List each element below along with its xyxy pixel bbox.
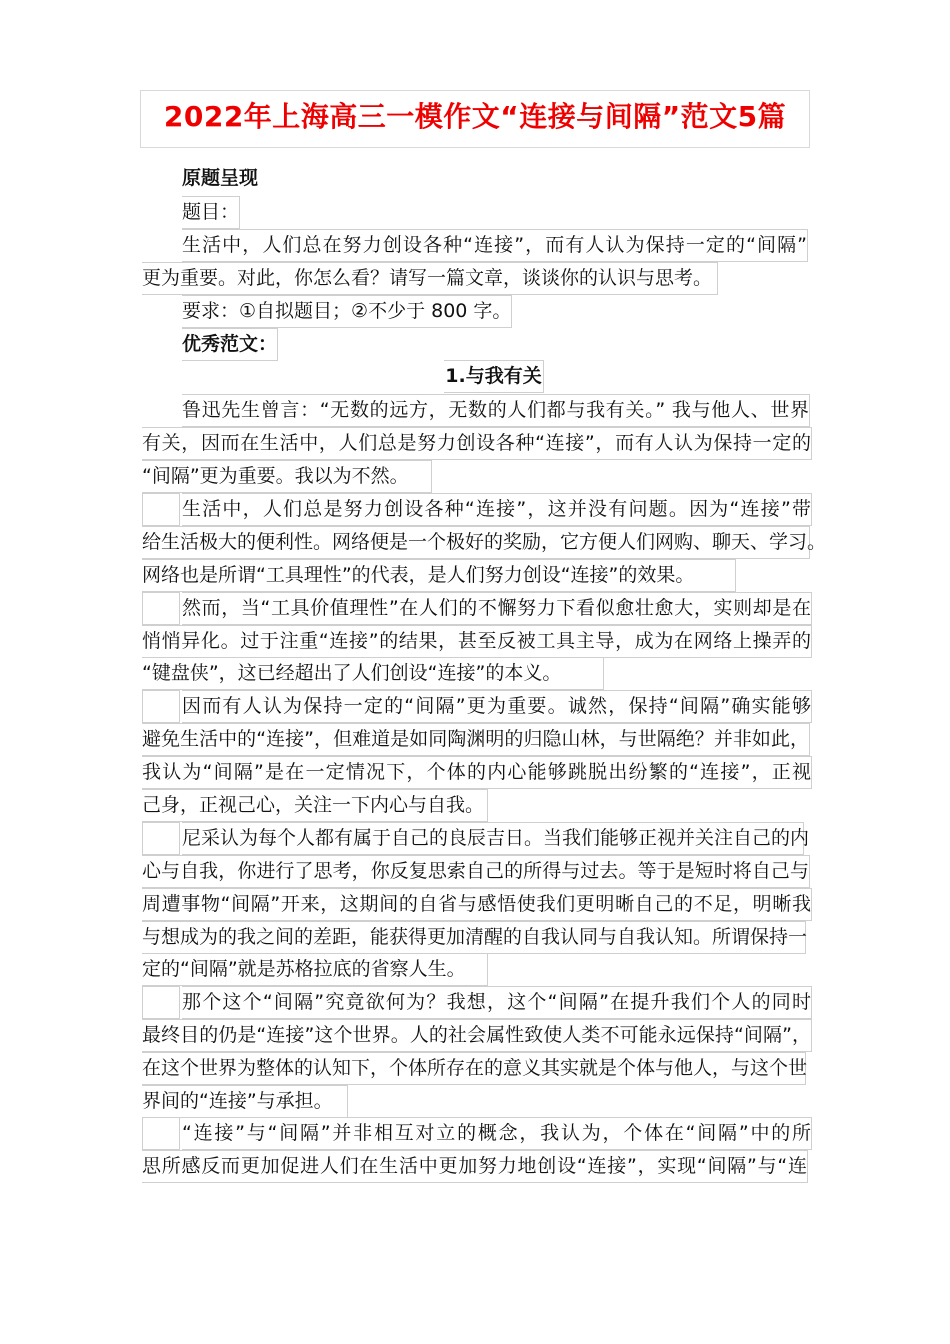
original-heading: 原题呈现 — [182, 167, 259, 189]
indent-marker — [142, 1117, 180, 1150]
indent-marker — [142, 592, 180, 625]
essay-line: 己身，正视己心，关注一下内心与自我。 — [142, 789, 488, 822]
prompt-line-1: 生活中，人们总在努力创设各种“连接”，而有人认为保持一定的“间隔” — [182, 229, 808, 262]
essay-line: 鲁迅先生曾言：“无数的远方，无数的人们都与我有关。” 我与他人、世界 — [182, 394, 810, 427]
indent-marker — [142, 690, 180, 723]
essay-line: 然而，当“工具价值理性”在人们的不懈努力下看似愈壮愈大，实则却是在 — [182, 592, 812, 625]
essay-line: 给生活极大的便利性。网络便是一个极好的奖励，它方便人们网购、聊天、学习。 — [142, 526, 810, 559]
document-title-text: 2022年上海高三一模作文“连接与间隔”范文5篇 — [163, 100, 787, 133]
indent-marker — [142, 986, 180, 1019]
essay-line: 网络也是所谓“工具理性”的代表，是人们努力创设“连接”的效果。 — [142, 559, 736, 592]
essay-line: 那个这个“间隔”究竟欲何为？我想，这个“间隔”在提升我们个人的同时 — [182, 986, 812, 1019]
requirements-line: 要求：①自拟题目；②不少于 800 字。 — [182, 295, 512, 328]
essay-line: 定的“间隔”就是苏格拉底的省察人生。 — [142, 953, 488, 986]
essay-line: 悄悄异化。过于注重“连接”的结果，甚至反被工具主导，成为在网络上操弄的 — [142, 625, 812, 658]
essay-line: “连接”与“间隔”并非相互对立的概念，我认为，个体在“间隔”中的所 — [182, 1117, 812, 1150]
essay-line: 最终目的仍是“连接”这个世界。人的社会属性致使人类不可能永远保持“间隔”， — [142, 1019, 812, 1052]
essay-line: 尼采认为每个人都有属于自己的良辰吉日。当我们能够正视并关注自己的内 — [182, 822, 804, 855]
essay-line: 界间的“连接”与承担。 — [142, 1085, 348, 1118]
essay-title: 1.与我有关 — [444, 360, 544, 393]
document-title — [140, 90, 810, 148]
essay-line: “键盘侠”，这已经超出了人们创设“连接”的本义。 — [142, 657, 604, 690]
indent-marker — [142, 493, 180, 526]
essay-line: 生活中，人们总是努力创设各种“连接”，这并没有问题。因为“连接”带 — [182, 493, 812, 526]
topic-label: 题目： — [182, 196, 240, 229]
excellent-heading: 优秀范文： — [182, 328, 278, 361]
essay-line: 在这个世界为整体的认知下，个体所存在的意义其实就是个体与他人，与这个世 — [142, 1052, 806, 1085]
essay-line: 心与自我，你进行了思考，你反复思索自己的所得与过去。等于是短时将自己与 — [142, 855, 810, 888]
essay-line: 与想成为的我之间的差距，能获得更加清醒的自我认同与自我认知。所谓保持一 — [142, 921, 806, 954]
essay-line: 我认为“间隔”是在一定情况下，个体的内心能够跳脱出纷繁的“连接”，正视 — [142, 756, 812, 789]
indent-marker — [142, 822, 180, 855]
essay-line: “间隔”更为重要。我以为不然。 — [142, 460, 432, 493]
essay-line: 避免生活中的“连接”，但难道是如同陶渊明的归隐山林，与世隔绝？并非如此， — [142, 723, 810, 756]
essay-line: 思所感反而更加促进人们在生活中更加努力地创设“连接”，实现“间隔”与“连 — [142, 1150, 808, 1183]
essay-line: 有关，因而在生活中，人们总是努力创设各种“连接”，而有人认为保持一定的 — [142, 427, 812, 460]
prompt-line-2: 更为重要。对此，你怎么看？请写一篇文章，谈谈你的认识与思考。 — [142, 262, 718, 295]
essay-line: 因而有人认为保持一定的“间隔”更为重要。诚然，保持“间隔”确实能够 — [182, 690, 812, 723]
essay-line: 周遭事物“间隔”开来，这期间的自省与感悟使我们更明晰自己的不足，明晰我 — [142, 888, 812, 921]
